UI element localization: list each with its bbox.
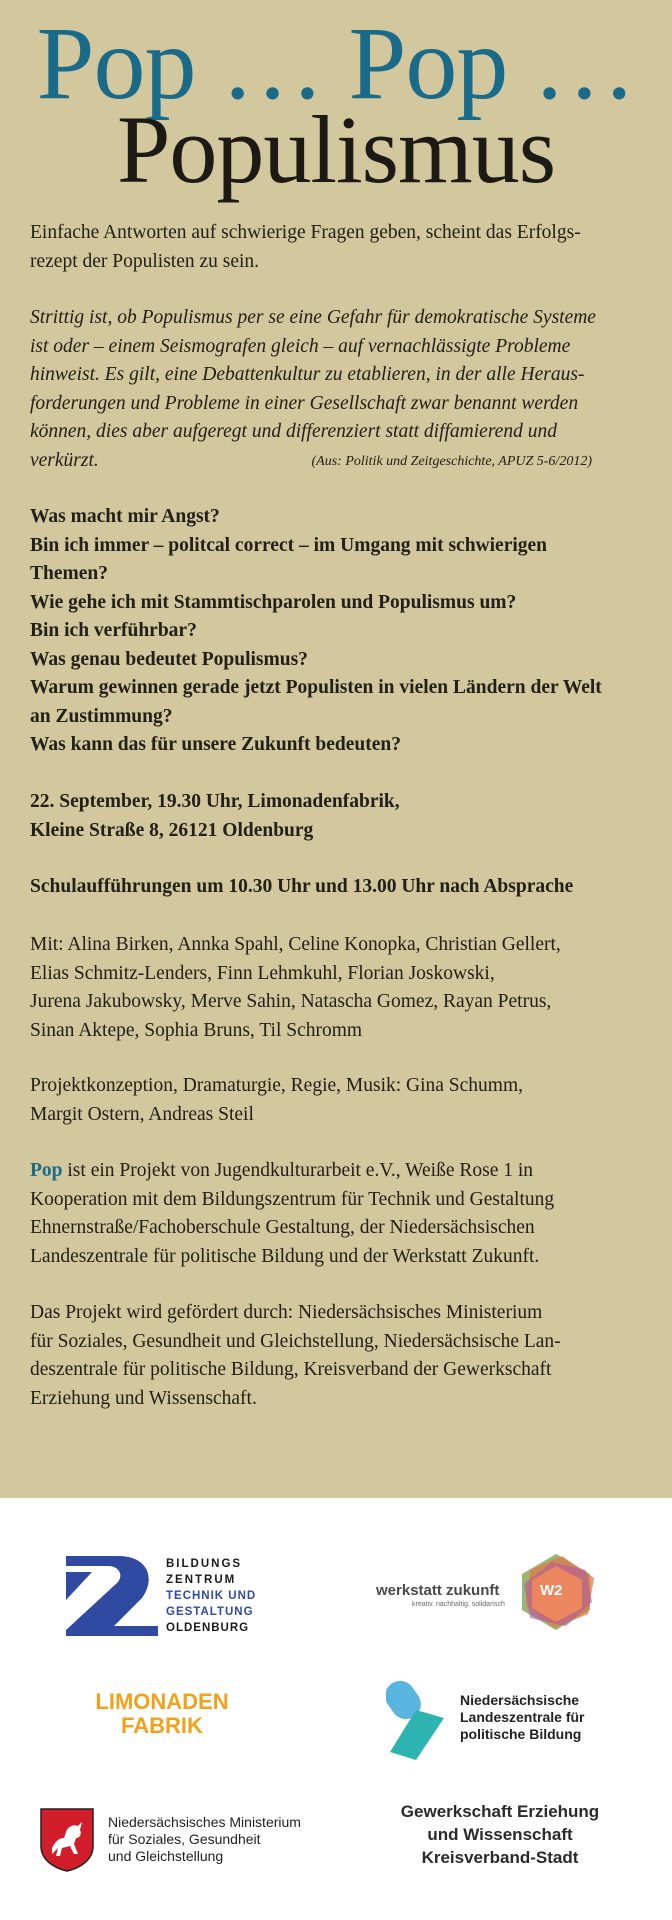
gew-line: Gewerkschaft Erziehung (400, 1802, 600, 1821)
quote-paragraph (30, 304, 650, 475)
quote-line: verkürzt. (30, 449, 99, 471)
werkstatt-tagline: kreativ. nachhaltig. solidarisch (412, 1601, 505, 1608)
quote-line: können, dies aber aufgeregt und differenziert statt diffamierend und (30, 421, 557, 442)
pop-highlight: Pop (30, 1160, 63, 1181)
gew-logo (380, 1800, 620, 1869)
question-line: Wie gehe ich mit Stammtischparolen und Populismus um? (30, 591, 517, 613)
project-line: Landeszentrale für politische Bildung und der Werkstatt Zukunft. (30, 1245, 540, 1267)
bildungszentrum-logo (66, 1556, 266, 1638)
quote-source: (Aus: Politik und Zeitgeschichte, APUZ 5-6/2012) (311, 453, 592, 469)
ministerium-line: und Gleichstellung (108, 1848, 224, 1864)
project-line: Kooperation mit dem Bildungszentrum für Technik und Gestaltung (30, 1188, 555, 1210)
bz-text-line: TECHNIK UND (166, 1590, 257, 1602)
limonaden-line: LIMONADEN (95, 1689, 229, 1714)
werkstatt-zukunft-logo (376, 1552, 598, 1634)
title-line-1: Pop … Pop … (36, 6, 636, 121)
cast-line: Elias Schmitz-Lenders, Finn Lehmkuhl, Florian Joskowski, (30, 962, 495, 984)
title-line-2: Populismus (116, 96, 556, 203)
intro-line: Einfache Antworten auf schwierige Fragen geben, scheint das Erfolgs- (30, 222, 581, 243)
funding-line: Das Projekt wird gefördert durch: Niedersächsisches Ministerium (30, 1302, 543, 1323)
funding-line: für Soziales, Gesundheit und Gleichstellung, Niedersächsische Lan- (30, 1330, 561, 1352)
question-line: Was macht mir Angst? (30, 506, 220, 527)
bz-text-line: GESTALTUNG (166, 1606, 254, 1618)
landeszentrale-line: politische Bildung (460, 1726, 582, 1742)
project-line: ist ein Projekt von Jugendkulturarbeit e.V., Weiße Rose 1 in (62, 1160, 534, 1181)
funding-line: deszentrale für politische Bildung, Kreisverband der Gewerkschaft (30, 1359, 552, 1380)
bz-text-line: ZENTRUM (166, 1574, 237, 1586)
event-line: 22. September, 19.30 Uhr, Limonadenfabrik, (30, 791, 400, 812)
quote-line: Strittig ist, ob Populismus per se eine Gefahr für demokratische Systeme (30, 307, 596, 328)
intro-paragraph (30, 219, 650, 276)
quote-line: hinweist. Es gilt, eine Debattenkultur zu etablieren, in der alle Heraus- (30, 364, 585, 385)
cast-line: Sinan Aktepe, Sophia Bruns, Til Schromm (30, 1019, 363, 1041)
landeszentrale-mark-icon (386, 1672, 452, 1764)
crew-line: Projektkonzeption, Dramaturgie, Regie, Musik: Gina Schumm, (30, 1075, 524, 1096)
quote-line: forderungen und Probleme in einer Gesellschaft zwar benannt werden (30, 392, 579, 414)
landeszentrale-logo (386, 1672, 626, 1768)
ministerium-line: Niedersächsisches Ministerium (108, 1814, 301, 1830)
event-line: Kleine Straße 8, 26121 Oldenburg (30, 819, 314, 841)
question-line: Bin ich immer – politcal correct – im Umgang mit schwierigen (30, 534, 548, 556)
werkstatt-badge: W2 (540, 1582, 563, 1599)
cast-line: Mit: Alina Birken, Annka Spahl, Celine Konopka, Christian Gellert, (30, 934, 561, 955)
crew-paragraph (30, 1072, 650, 1129)
quote-line: ist oder – einem Seismografen gleich – auf vernachlässigte Probleme (30, 335, 571, 357)
werkstatt-name: werkstatt zukunft (376, 1582, 500, 1599)
funding-paragraph (30, 1299, 650, 1413)
question-line: an Zustimmung? (30, 705, 173, 727)
landeszentrale-line: Niedersächsische (460, 1692, 580, 1708)
limonadenfabrik-logo (72, 1690, 252, 1738)
question-line: Was genau bedeutet Populismus? (30, 648, 308, 670)
questions-list (30, 503, 650, 760)
question-line: Bin ich verführbar? (30, 620, 197, 641)
school-performances: Schulaufführungen um 10.30 Uhr und 13.00 Uhr nach Absprache (30, 876, 574, 897)
niedersachsen-horse-crest-icon (40, 1808, 94, 1872)
cast-paragraph (30, 931, 650, 1045)
gew-line: und Wissenschaft (427, 1825, 573, 1844)
gew-line: Kreisverband-Stadt (421, 1848, 579, 1867)
project-line: Ehnernstraße/Fachoberschule Gestaltung, der Niedersächsischen (30, 1217, 535, 1238)
bz-mark-icon (66, 1556, 162, 1636)
question-line: Themen? (30, 563, 108, 584)
landeszentrale-line: Landeszentrale für (460, 1709, 585, 1725)
funding-line: Erziehung und Wissenschaft. (30, 1387, 257, 1409)
cast-line: Jurena Jakubowsky, Merve Sahin, Natascha Gomez, Rayan Petrus, (30, 991, 552, 1012)
event-info (30, 788, 650, 845)
intro-line: rezept der Populisten zu sein. (30, 250, 260, 272)
bz-text-line: OLDENBURG (166, 1622, 250, 1634)
crew-line: Margit Ostern, Andreas Steil (30, 1103, 254, 1125)
ministerium-logo (40, 1808, 340, 1874)
ministerium-line: für Soziales, Gesundheit (108, 1831, 261, 1847)
bz-text-line: BILDUNGS (166, 1558, 243, 1570)
question-line: Warum gewinnen gerade jetzt Populisten in vielen Ländern der Welt (30, 677, 602, 698)
question-line: Was kann das für unsere Zukunft bedeuten? (30, 734, 401, 755)
limonaden-line: FABRIK (121, 1713, 203, 1738)
project-paragraph (30, 1157, 650, 1271)
